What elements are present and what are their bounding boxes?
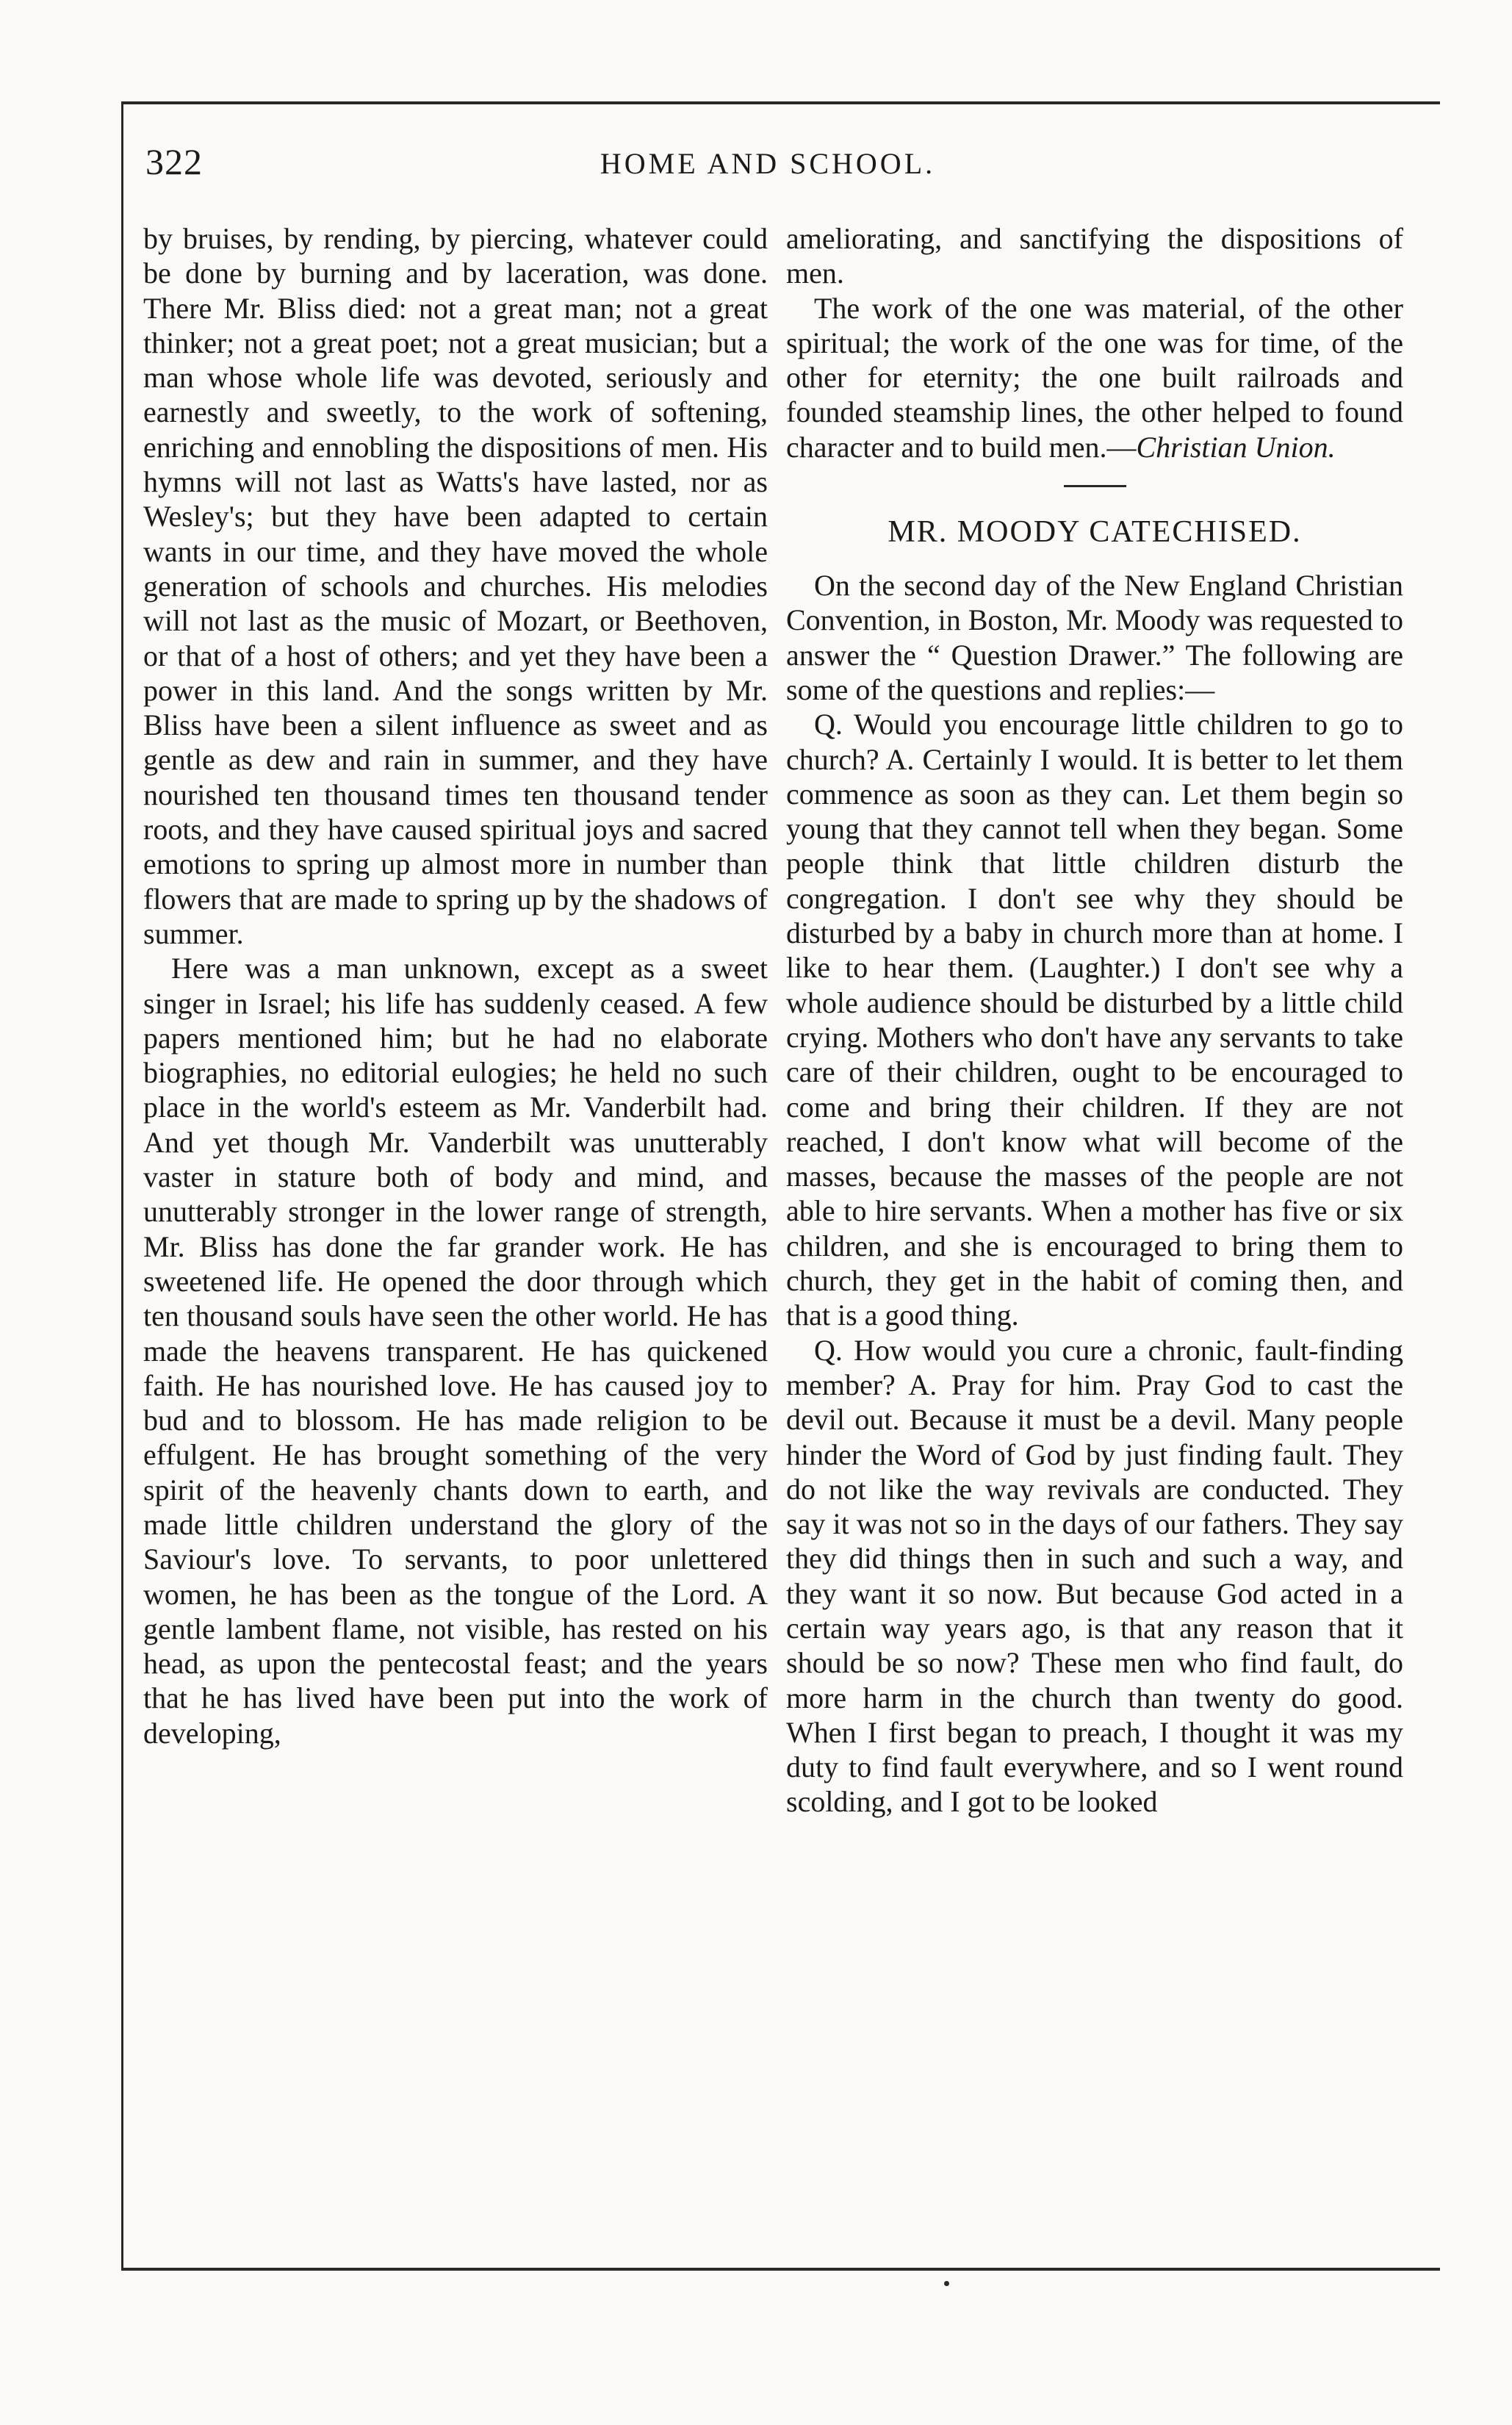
right-paragraph-3: On the second day of the New England Christian Convention, in Boston, Mr. Moody was requested to answer the “ Question Drawer.” The following are some of the questions and replies:—	[786, 569, 1403, 706]
right-paragraph-2	[786, 291, 1403, 464]
ink-dot	[944, 2281, 949, 2286]
right-paragraph-1: ameliorating, and sanctifying the dispositions of men.	[786, 222, 1403, 290]
left-rule	[121, 101, 123, 2271]
left-paragraph-2: Here was a man unknown, except as a sweet singer in Israel; his life has suddenly ceased. A few papers mentioned him; but he had no elaborate biographies, no editorial eulogies; he held no such place in the world's esteem as Mr. Vanderbilt had. And yet though Mr. Vanderbilt was unutterably vaster in stature both of body and mind, and unutterably stronger in the lower range of strength, Mr. Bliss has done the far grander work. He has sweetened life. He opened the door through which ten thousand souls have seen the other world. He has made the heavens transparent. He has quickened faith. He has nourished love. He has caused joy to bud and to blossom. He has made religion to be effulgent. He has brought something of the very spirit of the heavenly chants down to earth, and made little children understand the glory of the Saviour's love. To servants, to poor unlettered women, he has been as the tongue of the Lord. A gentle lambent flame, not visible, has rested on his head, as upon the pentecostal feast; and the years that he has lived have been put into the work of developing,	[143, 952, 768, 1750]
section-divider	[1064, 485, 1126, 487]
left-paragraph-1: by bruises, by rending, by piercing, whatever could be done by burning and by laceration, was done. There Mr. Bliss died: not a great man; not a great thinker; not a great poet; not a great musician; but a man whose whole life was devoted, seriously and earnestly and sweetly, to the work of softening, enriching and ennobling the dispositions of men. His hymns will not last as Watts's have lasted, nor as Wesley's; but they have been adapted to certain wants in our time, and they have moved the whole generation of schools and churches. His melodies will not last as the music of Mozart, or Beethoven, or that of a host of others; and yet they have been a power in this land. And the songs written by Mr. Bliss have been a silent influence as sweet and as gentle as dew and rain in summer, and they have nourished ten thousand times ten thousand tender roots, and they have caused spiritual joys and sacred emotions to spring up almost more in number than flowers that are made to spring up by the shadows of summer.	[143, 222, 768, 950]
source-attribution: Christian Union.	[1136, 430, 1336, 464]
right-paragraph-2-text: The work of the one was material, of the other spiritual; the work of the one was for time, of the other for eternity; the one built railroads and founded steamship lines, the other helped to found character and to build men.—	[786, 291, 1403, 464]
bottom-rule	[121, 2268, 1440, 2271]
left-column	[143, 221, 768, 1750]
right-column	[786, 221, 1403, 1819]
page-number: 322	[145, 141, 203, 182]
right-paragraph-4: Q. Would you encourage little children to go to church? A. Certainly I would. It is better to let them commence as soon as they can. Let them begin so young that they cannot tell when they began. Some people think that little children disturb the congregation. I don't see why they should be disturbed by a baby in church more than at home. I like to hear them. (Laughter.) I don't see why a whole audience should be disturbed by a little child crying. Mothers who don't have any servants to take care of their children, ought to be encouraged to come and bring their children. If they are not reached, I don't know what will become of the masses, because the masses of the people are not able to hire servants. When a mother has five or six children, and she is encouraged to bring them to church, they get in the habit of coming then, and that is a good thing.	[786, 708, 1403, 1332]
right-paragraph-5: Q. How would you cure a chronic, fault-finding member? A. Pray for him. Pray God to cast the devil out. Because it must be a devil. Many people hinder the Word of God by just finding fault. They do not like the way revivals are conducted. They say it was not so in the days of our fathers. They say they did things then in such and such a way, and they want it so now. But because God acted in a certain way years ago, is that any reason that it should be so now? These men who find fault, do more harm in the church than twenty do good. When I first began to preach, I thought it was my duty to find fault everywhere, and so I went round scolding, and I got to be looked	[786, 1333, 1403, 1819]
running-head: HOME AND SCHOOL.	[600, 147, 936, 180]
section-heading: MR. MOODY CATECHISED.	[888, 515, 1302, 550]
top-rule	[121, 101, 1440, 104]
